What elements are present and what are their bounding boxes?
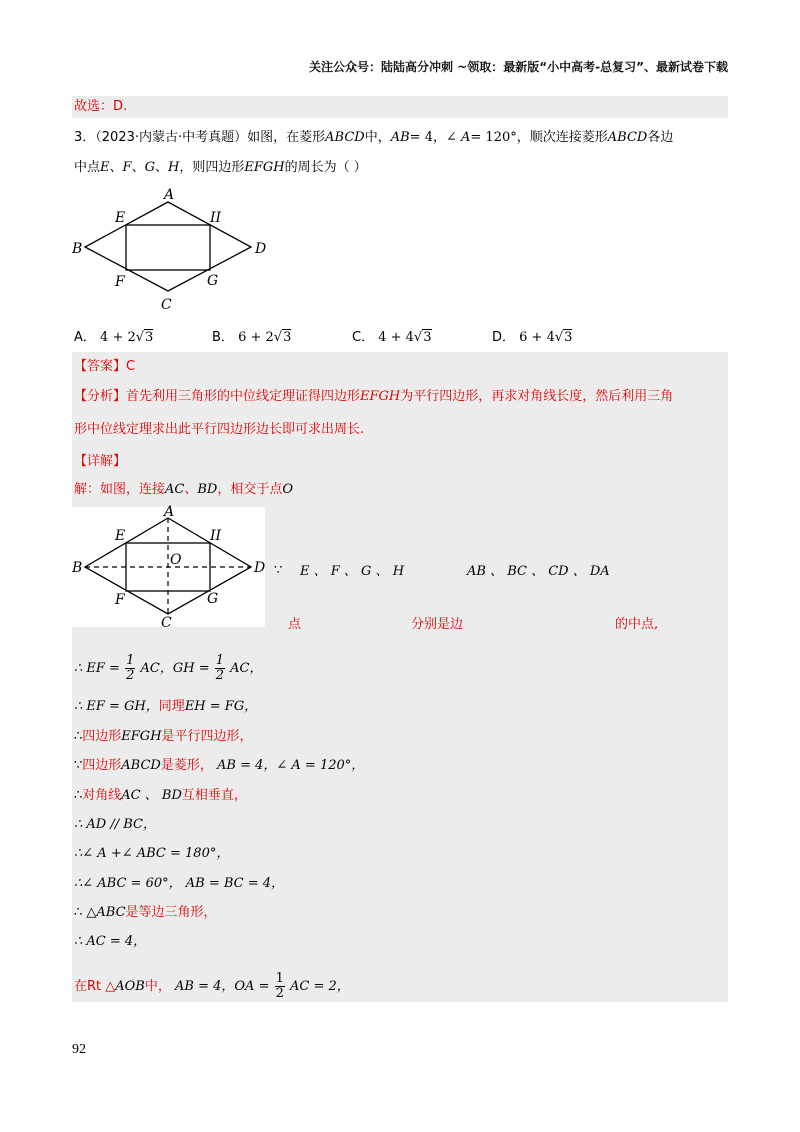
step-text: AC = 2，: [290, 979, 350, 994]
label-e: E: [115, 210, 126, 226]
step-text: ∴: [74, 729, 83, 744]
question-text: 中，: [364, 130, 391, 145]
step-text-red: 是菱形，: [160, 758, 213, 773]
math-ac: AC: [165, 482, 185, 497]
frac-num: 1: [275, 971, 284, 986]
point-e: E: [100, 160, 110, 175]
math-aob: AOB: [115, 979, 145, 994]
step-10: ∴ AC = 4，: [74, 934, 147, 949]
label-b: B: [72, 241, 83, 257]
quad-name: EFGH: [244, 160, 285, 175]
rhombus-name: ABCD: [325, 130, 365, 145]
option-c[interactable]: C． 4 + 4√3: [352, 330, 432, 345]
math-value: = 120°: [470, 130, 517, 145]
sides-list: AB 、 BC 、 CD 、 DA: [467, 564, 610, 579]
math-o: O: [282, 482, 294, 497]
solution-text: ，相交于点: [217, 482, 283, 497]
question-number: 3．: [74, 130, 96, 145]
page-number: 92: [72, 1042, 86, 1057]
option-value: 4 + 2: [100, 330, 136, 345]
prev-answer: 故选：D.: [74, 99, 128, 114]
solution-text: 分别是边: [411, 617, 464, 632]
prev-answer-band: [72, 96, 728, 118]
step-text-red: 同理: [158, 699, 185, 714]
step-text-red: 互相垂直，: [181, 788, 247, 803]
step-text: AB = 4，∠ A = 120°，: [217, 758, 365, 773]
step-text: ∴ △: [74, 905, 97, 920]
step-5: [74, 786, 247, 806]
step-7: ∴∠ A +∠ ABC = 180°，: [74, 846, 230, 861]
label-g: G: [207, 591, 219, 607]
question-line-1: [74, 128, 673, 148]
math-efgh: EFGH: [121, 729, 162, 744]
option-d[interactable]: D． 6 + 4√3: [492, 330, 573, 345]
option-letter: C．: [352, 330, 375, 345]
points-efgh: E 、 F 、 G 、 H: [300, 564, 405, 579]
option-b[interactable]: B． 6 + 2√3: [212, 330, 292, 345]
rhombus-figure-2: [70, 502, 270, 632]
step-text: AB = 4，OA =: [175, 979, 270, 994]
math-value: = 4: [409, 130, 433, 145]
point-h: H: [167, 160, 180, 175]
rhombus-abcd: [85, 202, 251, 291]
sep: 、: [131, 160, 145, 175]
math-bd: BD: [197, 482, 218, 497]
step-text: ∴ EF =: [74, 661, 120, 676]
option-a[interactable]: A． 4 + 2√3: [74, 330, 154, 345]
question-source: （2023·内蒙古·中考真题）如图，在菱形: [95, 130, 326, 145]
question-text: 各边: [647, 130, 674, 145]
question-text: ，顺次连接菱形: [516, 130, 608, 145]
math-abc: ABC: [96, 905, 126, 920]
sep: 、: [109, 160, 123, 175]
label-g: G: [207, 273, 219, 289]
step-text-red: 是平行四边形，: [161, 729, 253, 744]
step-text: AC，: [230, 661, 263, 676]
point-g: G: [144, 160, 155, 175]
step-4: [74, 756, 364, 776]
step-text: EH = FG，: [184, 699, 258, 714]
page-header: 关注公众号：陆陆高分冲刺 ~领取：最新版“小中高考-总复习”、最新试卷下载: [309, 60, 728, 74]
question-line-2: [74, 158, 367, 178]
step-text-red: 四边形: [82, 729, 122, 744]
frac-num: 1: [126, 653, 135, 668]
option-letter: B．: [212, 330, 234, 345]
solution-text: 解：如图，连接: [74, 482, 166, 497]
answer: [74, 357, 135, 377]
analysis-text: 为平行四边形，再求对角线长度，然后利用三角: [400, 389, 674, 404]
solution-intro: [74, 480, 293, 500]
label-h: II: [210, 210, 222, 226]
answer-value: C: [126, 359, 136, 374]
analysis-quad: EFGH: [360, 389, 401, 404]
analysis-line-2: 形中位线定理求出此平行四边形边长即可求出周长.: [74, 422, 365, 437]
sep: 、: [184, 482, 198, 497]
quad-efgh: [126, 225, 210, 270]
option-value: 6 + 4: [519, 330, 555, 345]
question-text: ，: [432, 130, 446, 145]
math-abcd: ABCD: [121, 758, 161, 773]
label-h: II: [210, 528, 222, 544]
option-letter: A．: [74, 330, 96, 345]
option-radicand: 3: [283, 330, 292, 345]
rhombus-figure: [70, 185, 280, 315]
analysis-line-1: [74, 387, 673, 407]
step-8: ∴∠ ABC = 60°， AB = BC = 4，: [74, 876, 285, 891]
analysis-text: 首先利用三角形的中位线定理证得四边形: [126, 389, 361, 404]
step-text: AC，GH =: [140, 661, 210, 676]
label-e: E: [115, 528, 126, 544]
math-ac-bd: AC 、 BD: [121, 788, 182, 803]
step-11: [74, 972, 350, 1001]
label-a: A: [164, 504, 175, 520]
math-ab: AB: [390, 130, 410, 145]
step-text-red: 是等边三角形，: [125, 905, 217, 920]
option-radicand: 3: [145, 330, 154, 345]
analysis-label: 【分析】: [74, 389, 127, 404]
label-d: D: [255, 241, 267, 257]
step-text-red: 对角线: [82, 788, 122, 803]
step-1: [74, 654, 263, 683]
frac-num: 1: [215, 653, 225, 668]
step-text: ∵: [74, 758, 83, 773]
step-text: ∴ EF = GH，: [74, 699, 159, 714]
step-3: [74, 727, 253, 747]
step-2: [74, 697, 257, 717]
step-text-red: 四边形: [82, 758, 122, 773]
frac-den: 2: [275, 986, 284, 1001]
frac-den: 2: [215, 668, 225, 683]
option-value: 6 + 2: [238, 330, 274, 345]
label-c: C: [161, 297, 172, 313]
label-f: F: [115, 592, 125, 608]
because-symbol: ∵: [274, 563, 283, 578]
step-text-red: 中，: [144, 979, 171, 994]
question-text: ，则四边形: [179, 160, 245, 175]
label-f: F: [115, 274, 125, 290]
label-b: B: [72, 560, 83, 576]
step-text: ∴: [74, 788, 83, 803]
question-text: 的周长为（ ）: [284, 160, 367, 175]
label-d: D: [254, 560, 266, 576]
step-9: [74, 903, 217, 923]
answer-label: 【答案】: [74, 359, 127, 374]
question-text: 中点: [74, 160, 101, 175]
label-c: C: [161, 615, 172, 631]
step-text-red: 在Rt △: [74, 979, 116, 994]
solution-text: 点: [288, 617, 302, 632]
math-angle: ∠ A: [445, 130, 471, 145]
rhombus-name: ABCD: [607, 130, 648, 145]
sep: 、: [154, 160, 168, 175]
option-value: 4 + 4: [378, 330, 414, 345]
label-a: A: [164, 187, 175, 203]
solution-text: 的中点,: [615, 617, 659, 632]
detail-label: 【详解】: [74, 454, 127, 469]
label-o: O: [170, 552, 182, 568]
option-radicand: 3: [564, 330, 573, 345]
step-6: ∴ AD // BC，: [74, 817, 156, 832]
point-f: F: [122, 160, 132, 175]
option-letter: D．: [492, 330, 516, 345]
option-radicand: 3: [423, 330, 432, 345]
frac-den: 2: [126, 668, 135, 683]
